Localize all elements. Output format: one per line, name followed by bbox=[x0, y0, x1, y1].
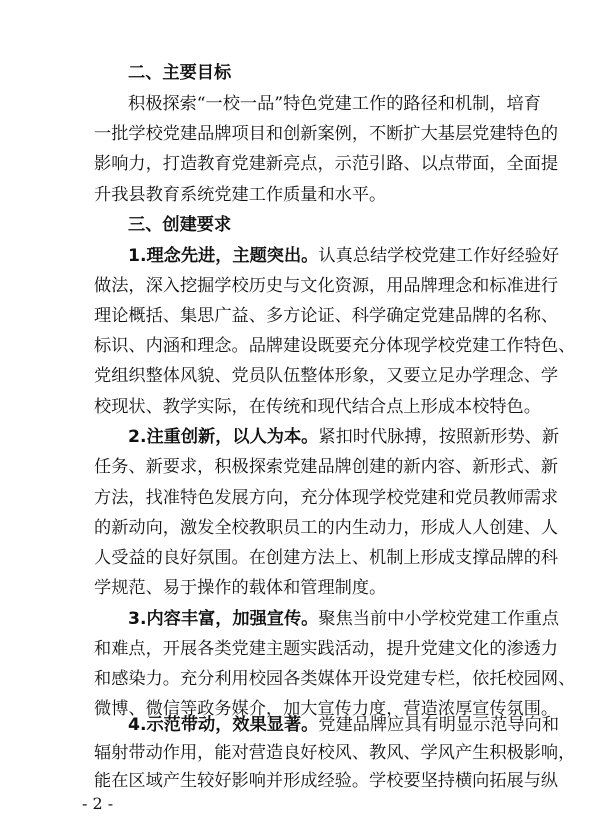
item-4-first-rest: 党建品牌应具有明显示范导向和 bbox=[318, 715, 560, 735]
paragraph-line: 积极探索“一校一品”特色党建工作的路径和机制，培育 bbox=[128, 94, 541, 114]
paragraph-line: 影响力，打造教育党建新亮点，示范引路、以点带面，全面提 bbox=[94, 154, 559, 174]
paragraph-line: 校现状、教学实际，在传统和现代结合点上形成本校特色。 bbox=[94, 397, 541, 417]
paragraph-line: 任务、新要求，积极探索党建品牌创建的新内容、新形式、新 bbox=[94, 457, 559, 477]
item-3-first-line bbox=[128, 604, 560, 634]
paragraph-line: 辐射带动作用，能对营造良好校风、教风、学风产生积极影响， bbox=[94, 743, 576, 763]
item-1-lead: 1.理念先进，主题突出。 bbox=[128, 246, 319, 266]
paragraph-line: 一批学校党建品牌项目和创新案例，不断扩大基层党建特色的 bbox=[94, 124, 559, 144]
paragraph-line: 标识、内涵和理念。品牌建设既要充分体现学校党建工作特色、 bbox=[94, 336, 576, 356]
paragraph-line: 理论概括、集思广益、多方论证、科学确定党建品牌的名称、 bbox=[94, 306, 559, 326]
paragraph-line: 的新动向，激发全校教职员工的内生动力，形成人人创建、人 bbox=[94, 518, 559, 538]
item-2-lead: 2.注重创新，以人为本。 bbox=[128, 427, 319, 447]
paragraph-line: 做法，深入挖掘学校历史与文化资源，用品牌理念和标准进行 bbox=[94, 276, 559, 296]
paragraph-line: 和感染力。充分利用校园各类媒体开设党建专栏，依托校园网、 bbox=[94, 669, 576, 689]
item-1-first-rest: 认真总结学校党建工作好经验好 bbox=[318, 246, 560, 266]
page-number: - 2 - bbox=[82, 794, 114, 813]
paragraph-line: 方法，找准特色发展方向，充分体现学校党建和党员教师需求 bbox=[94, 488, 559, 508]
item-2-first-line bbox=[128, 422, 560, 452]
paragraph-line: 人受益的良好氛围。在创建方法上、机制上形成支撑品牌的科 bbox=[94, 548, 559, 568]
paragraph-line: 党组织整体风貌、党员队伍整体形象，又要立足办学理念、学 bbox=[94, 366, 559, 386]
item-4-first-line bbox=[128, 710, 560, 740]
paragraph-line: 升我县教育系统党建工作质量和水平。 bbox=[94, 185, 387, 205]
item-2-first-rest: 紧扣时代脉搏，按照新形势、新 bbox=[318, 427, 560, 447]
paragraph-line: 学规范、易于操作的载体和管理制度。 bbox=[94, 578, 387, 598]
item-3-first-rest: 聚焦当前中小学校党建工作重点 bbox=[318, 609, 560, 629]
item-3-lead: 3.内容丰富，加强宣传。 bbox=[128, 609, 319, 629]
item-4-lead: 4.示范带动，效果显著。 bbox=[128, 715, 319, 735]
paragraph-line: 能在区域产生较好影响并形成经验。学校要坚持横向拓展与纵 bbox=[94, 771, 559, 791]
paragraph-line: 微博、微信等政务媒介，加大宣传力度，营造浓厚宣传氛围。 bbox=[94, 699, 559, 719]
paragraph-line: 和难点，开展各类党建主题实践活动，提升党建文化的渗透力 bbox=[94, 639, 559, 659]
section-heading-main-goals: 二、主要目标 bbox=[128, 63, 232, 83]
section-heading-requirements: 三、创建要求 bbox=[128, 215, 232, 235]
item-1-first-line bbox=[128, 241, 560, 271]
